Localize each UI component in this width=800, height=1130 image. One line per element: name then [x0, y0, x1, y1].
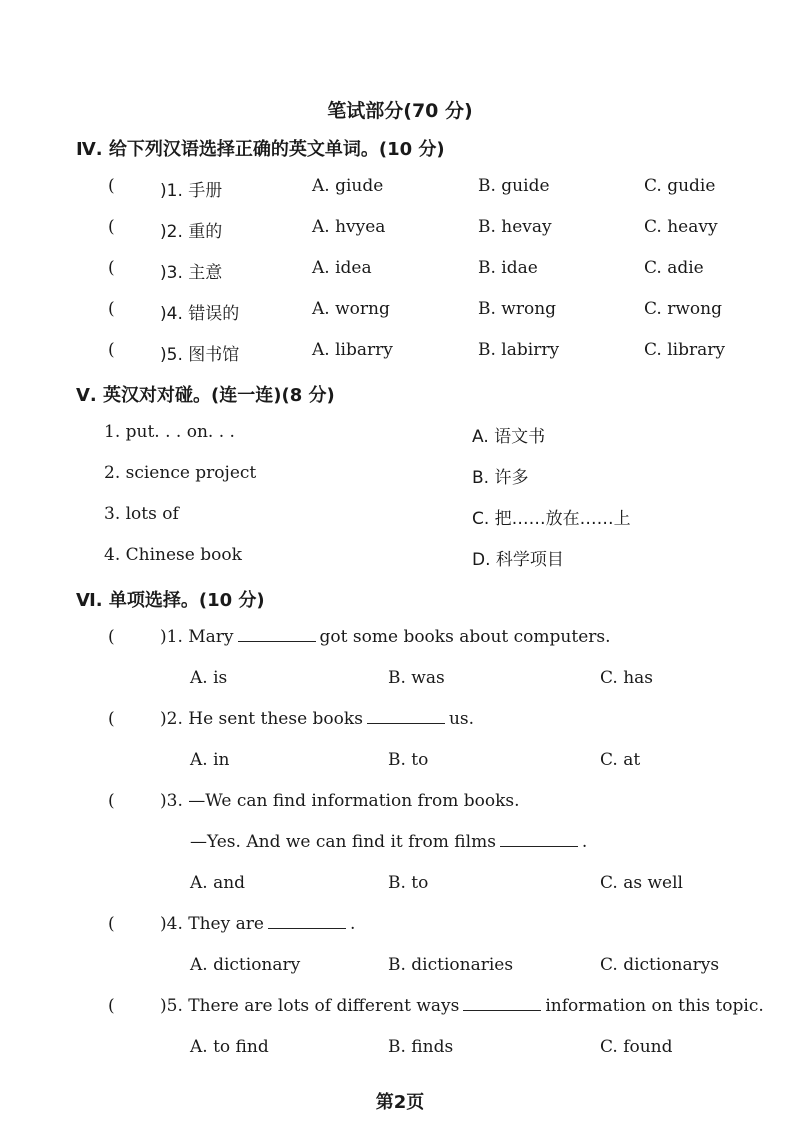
option-a: A. in: [190, 750, 230, 770]
answer-paren[interactable]: (: [108, 996, 115, 1016]
question-number: )1.: [160, 627, 183, 647]
option-c: C. library: [644, 340, 725, 360]
question-number: )3.: [160, 791, 183, 811]
question-text: information on this topic.: [545, 996, 764, 1016]
question-number: )2. 重的: [160, 222, 223, 242]
option-b: B. wrong: [478, 299, 557, 319]
question-number: )4.: [160, 914, 183, 934]
question-stem: [160, 996, 764, 1016]
question-text: .: [349, 914, 356, 934]
question-stem-line2: [190, 832, 587, 852]
answer-blank[interactable]: [238, 627, 316, 642]
answer-paren[interactable]: (: [108, 299, 115, 319]
option-a: A. to find: [190, 1037, 269, 1057]
question-stem: [160, 709, 474, 729]
answer-paren[interactable]: (: [108, 791, 115, 811]
question-stem: [160, 791, 520, 811]
option-a: A. and: [190, 873, 246, 893]
option-b: B. to: [388, 750, 429, 770]
match-right-item[interactable]: B. 许多: [472, 468, 529, 488]
answer-paren[interactable]: (: [108, 217, 115, 237]
question-text: .: [581, 832, 588, 852]
page-number: 第2页: [375, 1092, 425, 1113]
option-a: A. hvyea: [312, 217, 386, 237]
option-c: C. rwong: [644, 299, 722, 319]
answer-paren[interactable]: (: [108, 258, 115, 278]
option-c: C. adie: [644, 258, 704, 278]
section-4-heading: Ⅳ. 给下列汉语选择正确的英文单词。(10 分): [76, 139, 445, 160]
option-a: A. idea: [312, 258, 372, 278]
section-5-heading: Ⅴ. 英汉对对碰。(连一连)(8 分): [76, 385, 335, 406]
question-text: us.: [448, 709, 475, 729]
page-title: 笔试部分(70 分): [327, 100, 473, 122]
question-text: There are lots of different ways: [188, 996, 460, 1016]
option-b: B. hevay: [478, 217, 552, 237]
answer-paren[interactable]: (: [108, 176, 115, 196]
question-number: )2.: [160, 709, 183, 729]
answer-blank[interactable]: [463, 996, 541, 1011]
option-c: C. dictionarys: [600, 955, 720, 975]
question-text: —We can find information from books.: [188, 791, 520, 811]
option-b: B. guide: [478, 176, 550, 196]
question-number: )5. 图书馆: [160, 345, 240, 365]
match-left-item[interactable]: 2. science project: [104, 463, 257, 483]
answer-paren[interactable]: (: [108, 914, 115, 934]
match-right-item[interactable]: A. 语文书: [472, 427, 546, 447]
option-c: C. has: [600, 668, 654, 688]
option-b: B. was: [388, 668, 445, 688]
option-c: C. as well: [600, 873, 683, 893]
question-number: )5.: [160, 996, 183, 1016]
option-a: A. dictionary: [190, 955, 301, 975]
question-number: )4. 错误的: [160, 304, 240, 324]
option-b: B. dictionaries: [388, 955, 514, 975]
answer-blank[interactable]: [268, 914, 346, 929]
question-text: They are: [188, 914, 264, 934]
question-number: )1. 手册: [160, 181, 223, 201]
question-number: )3. 主意: [160, 263, 223, 283]
option-c: C. at: [600, 750, 641, 770]
question-stem: [160, 914, 355, 934]
answer-blank[interactable]: [500, 832, 578, 847]
option-a: A. libarry: [312, 340, 393, 360]
option-c: C. found: [600, 1037, 673, 1057]
match-right-item[interactable]: D. 科学项目: [472, 550, 564, 570]
question-text: —Yes. And we can find it from films: [190, 832, 496, 852]
match-left-item[interactable]: 3. lots of: [104, 504, 179, 524]
question-stem: [160, 627, 611, 647]
question-text: got some books about computers.: [319, 627, 611, 647]
answer-blank[interactable]: [367, 709, 445, 724]
option-b: B. labirry: [478, 340, 560, 360]
question-text: He sent these books: [188, 709, 363, 729]
option-b: B. finds: [388, 1037, 454, 1057]
match-right-item[interactable]: C. 把……放在……上: [472, 509, 631, 529]
answer-paren[interactable]: (: [108, 340, 115, 360]
match-left-item[interactable]: 1. put. . . on. . .: [104, 422, 235, 442]
question-text: Mary: [188, 627, 234, 647]
option-b: B. to: [388, 873, 429, 893]
option-b: B. idae: [478, 258, 538, 278]
answer-paren[interactable]: (: [108, 709, 115, 729]
option-a: A. giude: [312, 176, 384, 196]
option-c: C. gudie: [644, 176, 716, 196]
match-left-item[interactable]: 4. Chinese book: [104, 545, 242, 565]
option-a: A. is: [190, 668, 228, 688]
option-c: C. heavy: [644, 217, 718, 237]
answer-paren[interactable]: (: [108, 627, 115, 647]
option-a: A. worng: [312, 299, 390, 319]
section-6-heading: Ⅵ. 单项选择。(10 分): [76, 590, 265, 611]
